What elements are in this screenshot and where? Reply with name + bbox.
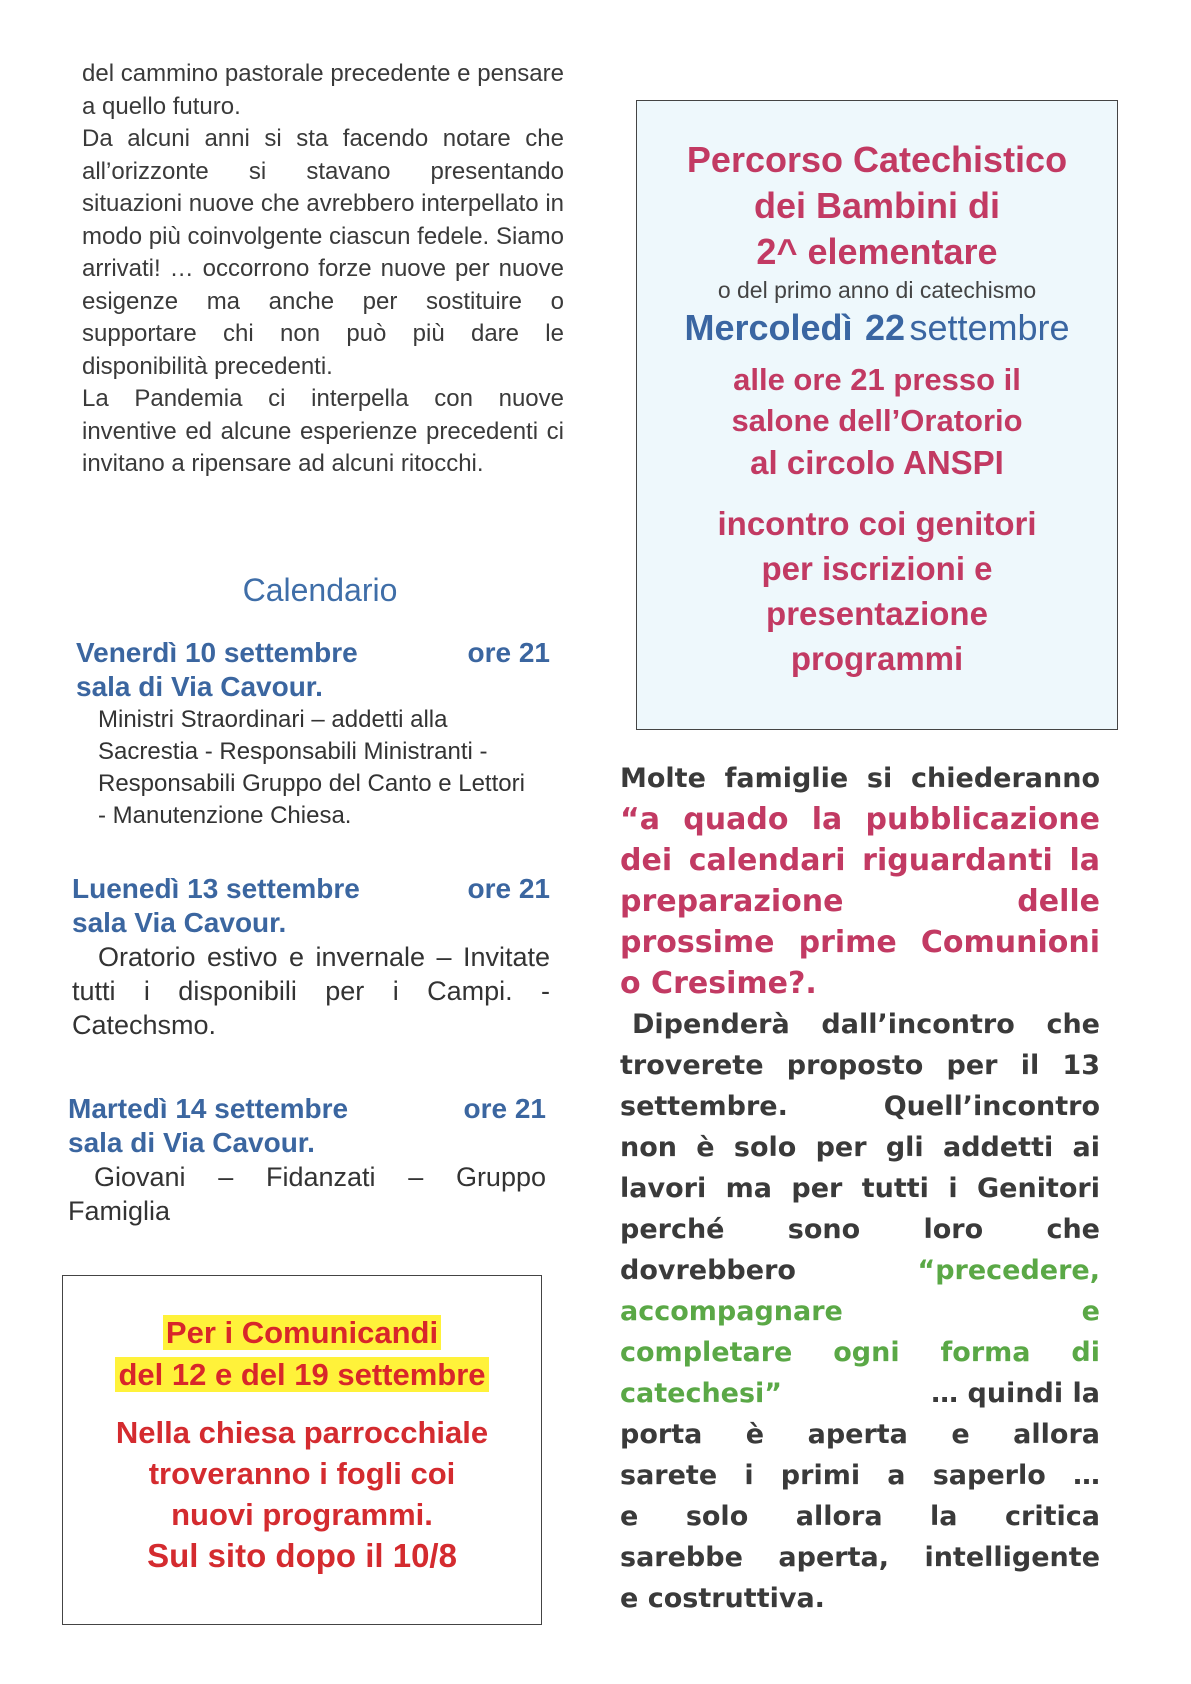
- event-1-day: Venerdì 10 settembre: [76, 637, 358, 668]
- catechismo-title-3: 2^ elementare: [756, 231, 998, 272]
- event-1-time: ore 21: [467, 637, 550, 668]
- intro-text: [82, 58, 564, 481]
- famiglie-body-13: e costruttiva.: [620, 1583, 825, 1614]
- famiglie-article: [620, 758, 1100, 1619]
- event-1-desc: Ministri Straordinari – addetti alla Sacrestia - Responsabili Ministranti - Responsabili Gruppo del Canto e Lettori - Manutenzione Chiesa.: [98, 706, 525, 829]
- famiglie-body-8: [620, 1373, 1100, 1414]
- catechismo-box: [636, 100, 1118, 730]
- famiglie-body-1: Dipenderà dall’incontro che: [632, 1009, 1100, 1040]
- calendario-title: Calendario: [242, 572, 398, 608]
- famiglie-body-3: settembre. Quell’incontro: [620, 1091, 1100, 1122]
- famiglie-body-12: sarebbe aperta, intelligente: [620, 1542, 1100, 1573]
- comunicandi-body-1: Nella chiesa parrocchiale: [115, 1415, 489, 1450]
- famiglie-body-6: perché sono loro che: [620, 1214, 1100, 1245]
- famiglie-body-2: troverete proposto per il 13: [620, 1050, 1100, 1081]
- comunicandi-line-2: del 12 e del 19 settembre: [115, 1357, 488, 1392]
- famiglie-quote-5: o Cresime?.: [620, 966, 817, 1001]
- catechismo-purpose-3: presentazione: [766, 595, 988, 632]
- event-2: [72, 872, 550, 1042]
- famiglie-body-10: sarete i primi a saperlo …: [620, 1460, 1100, 1491]
- event-2-header: [72, 872, 550, 906]
- famiglie-green-1: “precedere,: [917, 1255, 1100, 1286]
- catechismo-purpose-4: programmi: [790, 640, 964, 677]
- famiglie-green-3: completare ogni forma di: [620, 1337, 1100, 1368]
- catechismo-place-2: salone dell’Oratorio: [731, 403, 1023, 438]
- catechismo-title-2: dei Bambini di: [753, 185, 1001, 226]
- comunicandi-body-3: nuovi programmi.: [171, 1497, 433, 1532]
- famiglie-body-5: lavori ma per tutti i Genitori: [620, 1173, 1100, 1204]
- famiglie-body-4: non è solo per gli addetti ai: [620, 1132, 1100, 1163]
- famiglie-quote-1: “a quado la pubblicazione: [620, 802, 1100, 837]
- famiglie-green-2: accompagnare e: [620, 1296, 1100, 1327]
- catechismo-date: [637, 305, 1117, 359]
- catechismo-place-1: alle ore 21 presso il: [733, 362, 1021, 397]
- famiglie-green-4: catechesi”: [620, 1378, 783, 1409]
- comunicandi-line-1: Per i Comunicandi: [163, 1315, 441, 1350]
- event-1-header: [76, 636, 550, 670]
- comunicandi-body-4: Sul sito dopo il 10/8: [147, 1537, 457, 1574]
- catechismo-purpose-2: per iscrizioni e: [761, 550, 993, 587]
- event-2-time: ore 21: [467, 873, 550, 904]
- event-2-place: sala Via Cavour.: [72, 907, 287, 938]
- famiglie-dovrebbero: dovrebbero: [620, 1255, 796, 1286]
- comunicandi-box: [62, 1275, 542, 1625]
- famiglie-body-9: porta è aperta e allora: [620, 1419, 1100, 1450]
- event-3-time: ore 21: [463, 1093, 546, 1124]
- event-2-day: Luenedì 13 settembre: [72, 873, 360, 904]
- famiglie-body-7: [620, 1250, 1100, 1291]
- famiglie-body-11: e solo allora la critica: [620, 1501, 1100, 1532]
- famiglie-after-green: … quindi la: [931, 1378, 1100, 1409]
- famiglie-quote-3: preparazione delle: [620, 884, 1100, 919]
- event-3-place: sala di Via Cavour.: [68, 1127, 315, 1158]
- event-3-header: [68, 1092, 546, 1126]
- comunicandi-body-2: troveranno i fogli coi: [148, 1456, 456, 1491]
- catechismo-date-num: 22: [864, 307, 905, 348]
- event-1-place: sala di Via Cavour.: [76, 671, 323, 702]
- famiglie-quote-2: dei calendari riguardanti la: [620, 843, 1100, 878]
- intro-paragraph-3: La Pandemia ci interpella con nuove inventive ed alcune esperienze precedenti ci invitano a ripensare ad alcuni ritocchi.: [82, 385, 564, 477]
- event-2-desc: Oratorio estivo e invernale – Invitate tutti i disponibili per i Campi. - Catechsmo.: [72, 942, 550, 1040]
- event-3-desc: Giovani – Fidanzati – Gruppo Famiglia: [68, 1162, 546, 1226]
- famiglie-quote-4: prossime prime Comunioni: [620, 925, 1100, 960]
- catechismo-date-month: settembre: [909, 307, 1070, 348]
- intro-paragraph-1: del cammino pastorale precedente e pensare a quello futuro.: [82, 60, 564, 120]
- catechismo-purpose-1: incontro coi genitori: [717, 505, 1037, 542]
- event-3-day: Martedì 14 settembre: [68, 1093, 349, 1124]
- catechismo-place-3: al circolo ANSPI: [750, 444, 1004, 481]
- catechismo-subtitle: o del primo anno di catechismo: [717, 277, 1037, 303]
- catechismo-date-day: Mercoledì: [684, 307, 853, 348]
- intro-paragraph-2: Da alcuni anni si sta facendo notare che all’orizzonte si stavano presentando situazioni nuove che avrebbero interpellato in modo più coinvolgente ciascun fedele. Siamo arrivati! … occorrono forze nuove per nuove esigenze ma anche per sostituire o supportare chi non può più dare le disponibilità precedenti.: [82, 125, 564, 380]
- famiglie-intro: Molte famiglie si chiederanno: [620, 763, 1100, 794]
- event-1: [76, 636, 550, 832]
- catechismo-title-1: Percorso Catechistico: [686, 139, 1068, 180]
- event-3: [68, 1092, 546, 1228]
